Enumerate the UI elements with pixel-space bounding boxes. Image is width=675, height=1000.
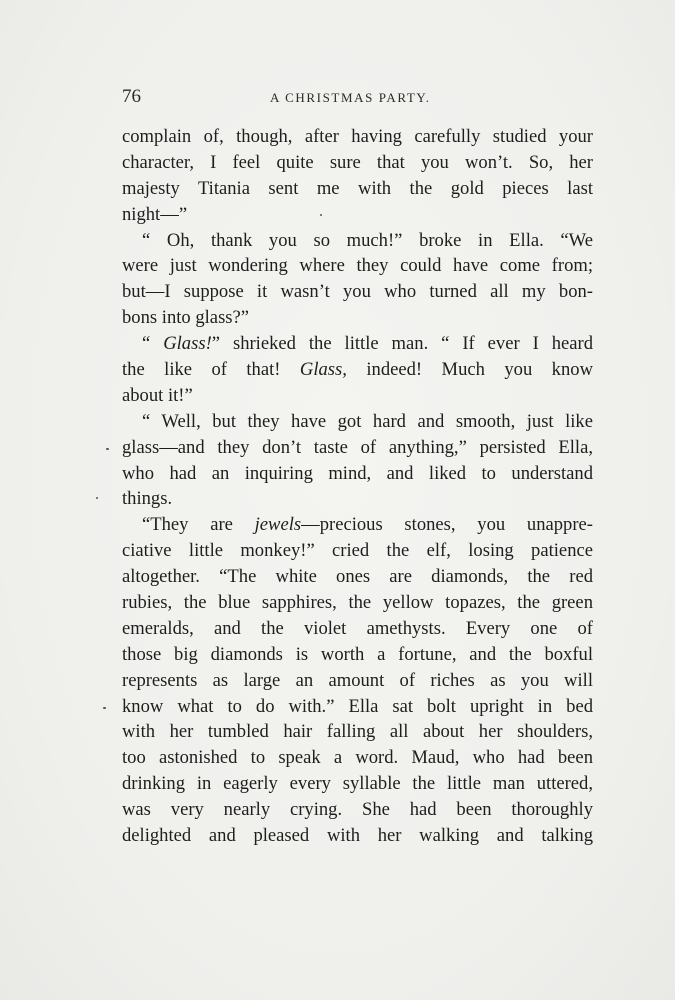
text-line: bons into glass?”: [122, 307, 250, 329]
text-line: ciative little monkey!” cried the elf, losing patience: [122, 540, 593, 562]
text-line: things.: [122, 488, 173, 510]
italic-word: Glass,: [299, 359, 347, 381]
text-line: was very nearly crying. She had been thoroughly: [122, 799, 593, 821]
text-line: character, I feel quite sure that you won’t. So, her: [122, 151, 593, 173]
text-line: about it!”: [122, 384, 193, 406]
text-line: with her tumbled hair falling all about her shoulders,: [122, 721, 593, 743]
text-line: night—”: [122, 203, 188, 225]
italic-word: Glass!: [163, 333, 212, 355]
italic-word: jewels: [254, 514, 302, 536]
paper-speck: [96, 497, 98, 499]
text-line: represents as large an amount of riches as you will: [122, 669, 593, 691]
text-line: emeralds, and the violet amethysts. Every one of: [122, 617, 593, 639]
text-line: those big diamonds is worth a fortune, and the boxful: [122, 643, 593, 665]
text-line: delighted and pleased with her walking and talking: [122, 825, 593, 847]
text-line: drinking in eagerly every syllable the little man uttered,: [122, 773, 593, 795]
text-line: were just wondering where they could have come from;: [122, 255, 593, 277]
text-line: “ Well, but they have got hard and smooth, just like: [142, 410, 593, 432]
text-line: majesty Titania sent me with the gold pieces last: [122, 177, 593, 199]
text-line: glass—and they don’t taste of anything,” persisted Ella,: [122, 436, 593, 458]
text-line: “ Oh, thank you so much!” broke in Ella. “We: [142, 229, 593, 251]
body-text: [122, 124, 593, 849]
running-head: A CHRISTMAS PARTY.: [270, 90, 431, 105]
paper-speck: [320, 214, 322, 216]
page-number: 76: [122, 86, 141, 107]
paper-speck: [103, 707, 106, 709]
text-line: the like of that! Glass, indeed! Much you know: [122, 359, 593, 381]
text-line: too astonished to speak a word. Maud, who had been: [122, 747, 593, 769]
text-line: who had an inquiring mind, and liked to understand: [122, 462, 593, 484]
text-line: “They are jewels—precious stones, you unappre-: [142, 514, 593, 536]
text-line: know what to do with.” Ella sat bolt upright in bed: [122, 695, 593, 717]
text-line: “ Glass!” shrieked the little man. “ If ever I heard: [142, 333, 594, 355]
text-line: complain of, though, after having carefully studied your: [122, 126, 593, 147]
paper-speck: [106, 448, 109, 450]
text-line: but—I suppose it wasn’t you who turned all my bon-: [122, 281, 593, 303]
text-line: altogether. “The white ones are diamonds, the red: [122, 566, 593, 588]
text-line: rubies, the blue sapphires, the yellow topazes, the green: [122, 592, 593, 614]
page-header: [122, 86, 593, 112]
